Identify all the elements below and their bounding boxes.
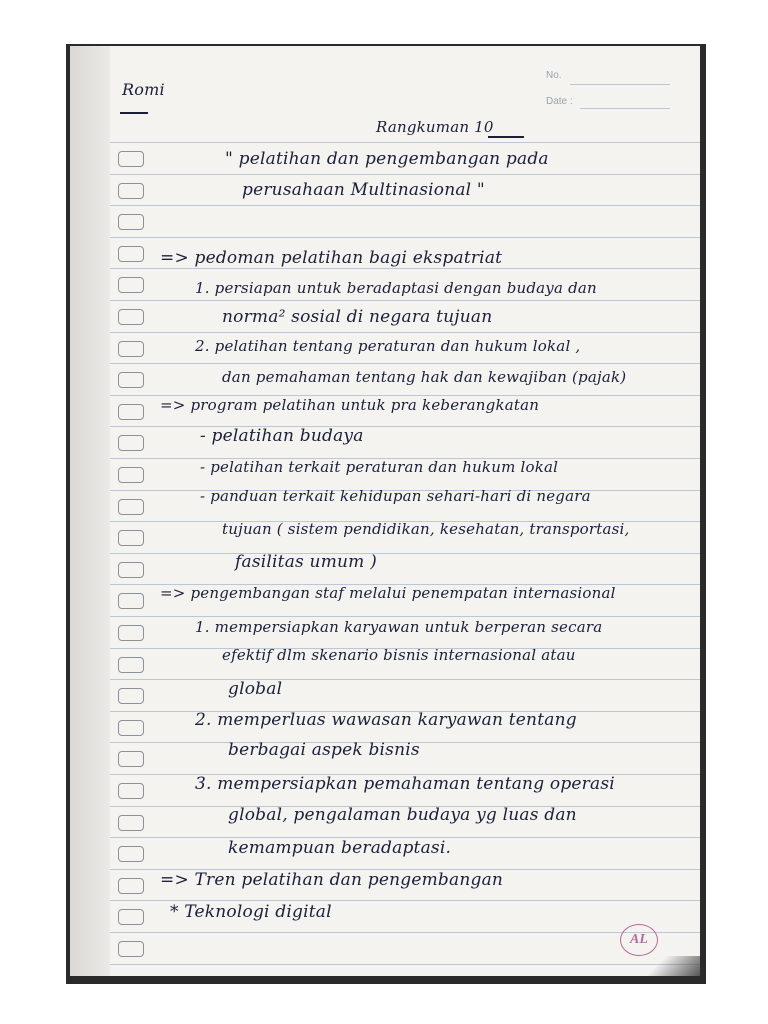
note-line: global [228,679,283,699]
ruled-line [110,237,700,238]
note-line: => pengembangan staf melalui penempatan internasional [160,584,616,602]
date-label: Date : [546,96,573,107]
margin-checkbox [118,372,144,388]
ruled-line [110,964,700,965]
note-line: 3. mempersiapkan pemahaman tentang operasi [195,774,615,794]
margin-checkbox [118,341,144,357]
note-line: tujuan ( sistem pendidikan, kesehatan, transportasi, [222,520,630,538]
ruled-line [110,679,700,680]
ruled-line [110,553,700,554]
ruled-line [110,142,700,143]
author-name: Romi [122,80,165,99]
note-line: kemampuan beradaptasi. [228,838,452,858]
ruled-line [110,363,700,364]
margin-checkbox [118,688,144,704]
page-corner-shadow [630,956,700,976]
margin-checkbox [118,530,144,546]
title-underline [488,136,524,138]
note-line: 2. pelatihan tentang peraturan dan hukum lokal , [195,337,581,355]
margin-checkbox [118,404,144,420]
ruled-line [110,205,700,206]
note-line: efektif dlm skenario bisnis internasional atau [222,646,576,664]
ruled-line [110,426,700,427]
margin-checkbox [118,593,144,609]
margin-checkbox [118,909,144,925]
margin-checkbox [118,277,144,293]
margin-checkbox [118,751,144,767]
note-line: dan pemahaman tentang hak dan kewajiban (pajak) [222,368,627,386]
note-line: berbagai aspek bisnis [228,740,420,760]
margin-checkbox [118,878,144,894]
margin-checkbox [118,246,144,262]
margin-checkbox [118,467,144,483]
margin-checkbox [118,941,144,957]
margin-checkbox [118,846,144,862]
margin-checkbox [118,815,144,831]
ruled-line [110,268,700,269]
note-line: perusahaan Multinasional " [242,180,485,200]
no-line [570,84,670,85]
ruled-line [110,332,700,333]
no-label: No. [546,70,562,81]
note-line: 1. persiapan untuk beradaptasi dengan budaya dan [195,279,597,297]
note-line: 1. mempersiapkan karyawan untuk berperan secara [195,618,603,636]
note-line: * Teknologi digital [170,902,332,922]
note-line: global, pengalaman budaya yg luas dan [228,805,577,825]
note-line: => Tren pelatihan dan pengembangan [160,870,504,890]
date-line [580,108,670,109]
margin-checkbox [118,183,144,199]
brand-logo-icon: AL [620,924,658,956]
ruled-line [110,174,700,175]
note-line: norma² sosial di negara tujuan [222,307,493,327]
note-line: => pedoman pelatihan bagi ekspatriat [160,248,503,268]
margin-checkbox [118,562,144,578]
margin-checkbox [118,720,144,736]
note-line: - pelatihan terkait peraturan dan hukum lokal [200,458,559,476]
margin-checkbox [118,151,144,167]
ruled-line [110,932,700,933]
margin-checkbox [118,435,144,451]
ruled-line [110,300,700,301]
margin-checkbox [118,309,144,325]
margin-checkbox [118,625,144,641]
page-title: Rangkuman 10 [376,118,494,136]
author-underline [120,112,148,114]
note-line: 2. memperluas wawasan karyawan tentang [195,710,577,730]
margin-checkbox [118,657,144,673]
note-line: - panduan terkait kehidupan sehari-hari di negara [200,487,591,505]
ruled-line [110,616,700,617]
margin-checkbox [118,214,144,230]
notebook-page [70,46,700,976]
note-line: - pelatihan budaya [200,426,364,446]
page-binding [70,46,110,976]
margin-checkbox [118,499,144,515]
note-line: " pelatihan dan pengembangan pada [225,149,549,169]
note-line: => program pelatihan untuk pra keberangkatan [160,396,540,414]
margin-checkbox [118,783,144,799]
note-line: fasilitas umum ) [235,552,377,572]
